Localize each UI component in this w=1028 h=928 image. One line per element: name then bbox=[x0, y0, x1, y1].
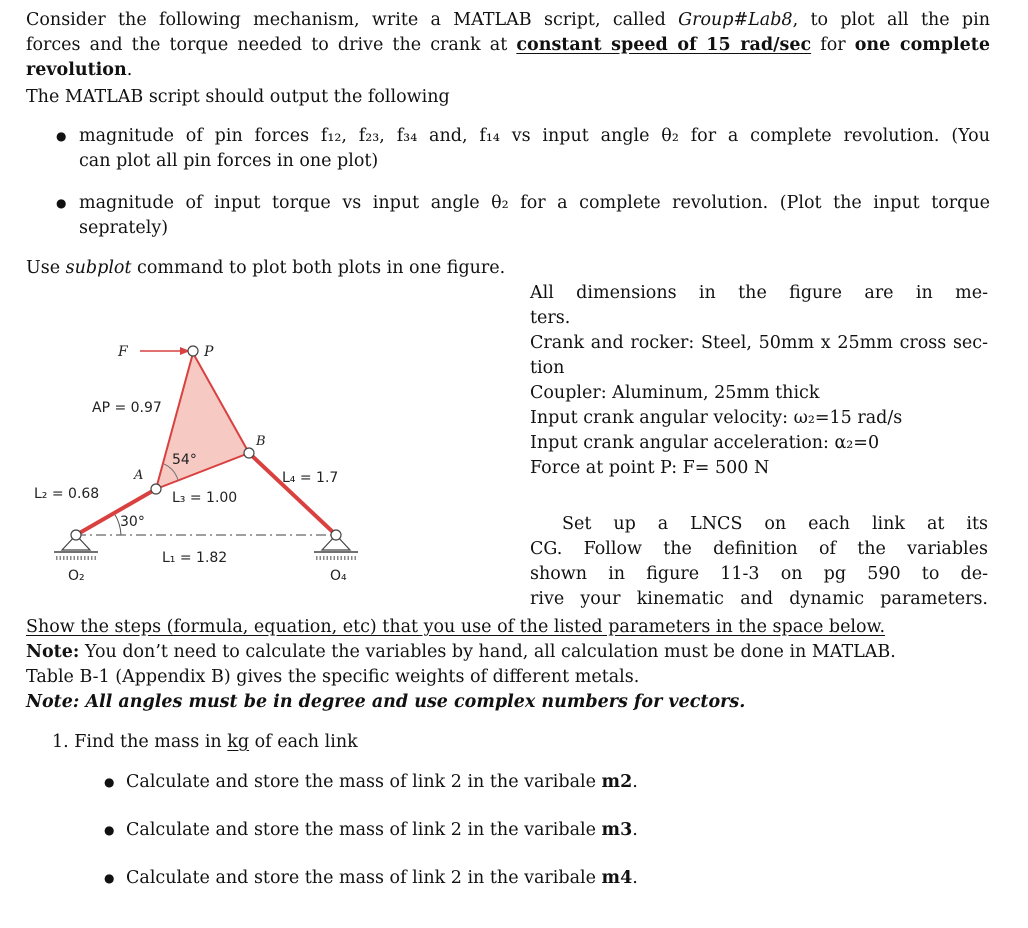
label-B: B bbox=[256, 434, 266, 449]
intro-text-c: forces and the torque needed to drive the crank at bbox=[26, 35, 517, 55]
bullet-1-line-2: can plot all pin forces in one plot) bbox=[79, 151, 379, 171]
intro-period: . bbox=[126, 60, 133, 80]
mechanism-diagram bbox=[26, 330, 526, 600]
mass-bullet-m3 bbox=[104, 818, 984, 843]
label-L3: L₃ = 1.00 bbox=[172, 490, 238, 506]
bullet-dot: ● bbox=[56, 196, 67, 210]
bullet-dot: ● bbox=[104, 775, 115, 789]
intro-line-3 bbox=[26, 58, 990, 83]
output-bullet-1 bbox=[26, 124, 990, 176]
output-bullet-list bbox=[26, 124, 990, 243]
table-reference: Table B-1 (Appendix B) gives the specific weights of different metals. bbox=[26, 667, 640, 687]
setup-line: rive your kinematic and dynamic parameters. bbox=[530, 589, 988, 609]
setup-line: CG. Follow the definition of the variables bbox=[530, 539, 988, 559]
note-2-text: All angles must be in degree and use complex numbers for vectors. bbox=[79, 692, 746, 712]
show-steps-text: Show the steps (formula, equation, etc) that you use of the listed parameters in the space below. bbox=[26, 617, 886, 637]
variable-m3: m3 bbox=[601, 820, 633, 840]
pin-B bbox=[244, 448, 254, 458]
coupler-link bbox=[156, 353, 249, 489]
bullet-dot: ● bbox=[104, 823, 115, 837]
info-line: Crank and rocker: Steel, 50mm x 25mm cross sec- bbox=[530, 333, 988, 353]
ground-O2 bbox=[54, 530, 98, 558]
label-angle-30: 30° bbox=[120, 514, 145, 530]
bullet-1-line-1: magnitude of pin forces f₁₂, f₂₃, f₃₄ and, f₁₄ vs input angle θ₂ for a complete revolution. (You bbox=[79, 126, 990, 146]
label-AP: AP = 0.97 bbox=[92, 400, 162, 416]
bullet-2-line-2: seprately) bbox=[79, 218, 169, 238]
item-1-kg: kg bbox=[227, 732, 250, 752]
mass-bullet-list bbox=[104, 770, 984, 891]
output-bullet-2 bbox=[26, 191, 990, 243]
label-L1: L₁ = 1.82 bbox=[162, 550, 228, 566]
setup-line: shown in figure 11-3 on pg 590 to de- bbox=[530, 564, 988, 584]
bullet-2-line-1: magnitude of input torque vs input angle θ₂ for a complete revolution. (Plot the input torque bbox=[79, 193, 990, 213]
setup-line: Set up a LNCS on each link at its bbox=[562, 514, 988, 534]
item-1-number: 1. bbox=[52, 732, 69, 752]
mass-bullet-m2 bbox=[104, 770, 984, 795]
variable-m4: m4 bbox=[601, 868, 633, 888]
mechanism-figure bbox=[26, 330, 526, 600]
info-line: Input crank angular acceleration: α₂=0 bbox=[530, 433, 880, 453]
intro-text-d: for bbox=[811, 35, 855, 55]
bullet-dot: ● bbox=[104, 871, 115, 885]
pin-P bbox=[188, 346, 198, 356]
period: . bbox=[632, 868, 638, 888]
label-L4: L₄ = 1.7 bbox=[282, 470, 339, 486]
info-line: Coupler: Aluminum, 25mm thick bbox=[530, 383, 820, 403]
item-1-text-b: of each link bbox=[249, 732, 358, 752]
label-P: P bbox=[204, 344, 214, 360]
show-steps-line bbox=[26, 615, 990, 640]
revolution-emphasis: one complete bbox=[854, 35, 990, 55]
label-L2: L₂ = 0.68 bbox=[34, 486, 100, 502]
mass-bullet-m4 bbox=[104, 866, 984, 891]
pin-A bbox=[151, 484, 161, 494]
intro-paragraph bbox=[26, 8, 990, 83]
info-line: Force at point P: F= 500 N bbox=[530, 458, 770, 478]
intro-line-1 bbox=[26, 8, 990, 33]
subplot-text-a: Use bbox=[26, 258, 66, 278]
given-info bbox=[530, 281, 988, 481]
mass-bullet-text: Calculate and store the mass of link 2 in the varibale bbox=[126, 772, 602, 792]
script-name: Group#Lab8 bbox=[678, 10, 793, 30]
subplot-line bbox=[26, 256, 990, 281]
mass-bullet-text: Calculate and store the mass of link 2 in the varibale bbox=[126, 868, 602, 888]
rocker-link bbox=[249, 453, 339, 535]
label-O4: O₄ bbox=[330, 568, 347, 584]
ground-O4 bbox=[314, 530, 358, 558]
intro-text-b: , to plot all the pin bbox=[792, 10, 990, 30]
note-1 bbox=[26, 640, 990, 665]
revolution-emphasis-2: revolution bbox=[26, 60, 127, 80]
intro-line-2 bbox=[26, 33, 990, 58]
setup-paragraph bbox=[530, 512, 988, 612]
period: . bbox=[632, 820, 638, 840]
label-F: F bbox=[118, 344, 128, 360]
label-angle-54: 54° bbox=[172, 452, 197, 468]
note-2-label: Note: bbox=[26, 692, 80, 712]
bullet-dot: ● bbox=[56, 129, 67, 143]
mass-bullet-text: Calculate and store the mass of link 2 in the varibale bbox=[126, 820, 602, 840]
info-line: tion bbox=[530, 358, 565, 378]
info-line: Input crank angular velocity: ω₂=15 rad/s bbox=[530, 408, 903, 428]
variable-m2: m2 bbox=[601, 772, 633, 792]
item-1-text-a: Find the mass in bbox=[74, 732, 228, 752]
label-A: A bbox=[134, 468, 144, 483]
note-2 bbox=[26, 690, 990, 715]
period: . bbox=[632, 772, 638, 792]
label-O2: O₂ bbox=[68, 568, 85, 584]
note-1-label: Note: bbox=[26, 642, 80, 662]
output-intro: The MATLAB script should output the following bbox=[26, 87, 450, 107]
info-line: ters. bbox=[530, 308, 571, 328]
subplot-command: subplot bbox=[65, 258, 132, 278]
speed-emphasis: constant speed of 15 rad/sec bbox=[516, 35, 812, 55]
note-1-text: You don’t need to calculate the variables by hand, all calculation must be done in MATLAB. bbox=[79, 642, 896, 662]
subplot-text-b: command to plot both plots in one figure. bbox=[131, 258, 506, 278]
info-line: All dimensions in the figure are in me- bbox=[530, 283, 988, 303]
item-1 bbox=[52, 730, 358, 755]
intro-text-a: Consider the following mechanism, write a MATLAB script, called bbox=[26, 10, 679, 30]
